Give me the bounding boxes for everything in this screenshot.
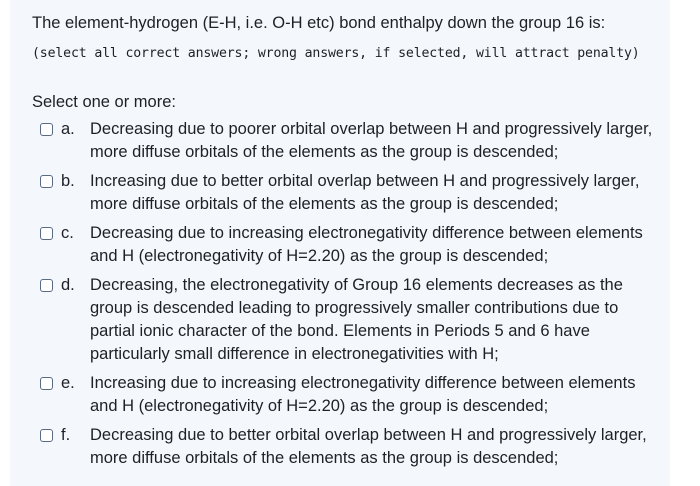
- option-letter: b.: [61, 172, 75, 190]
- checkbox-e[interactable]: [40, 377, 53, 390]
- option-letter: e.: [61, 374, 75, 392]
- checkbox-f[interactable]: [40, 429, 53, 442]
- option-letter: a.: [61, 120, 75, 138]
- answer-option-d[interactable]: [40, 274, 655, 366]
- checkbox-c[interactable]: [40, 227, 53, 240]
- answer-prompt: Select one or more:: [32, 93, 176, 111]
- option-label[interactable]: Increasing due to better orbital overlap between H and progressively larger, more diffuse orbitals of the elements as the group is descended;: [90, 172, 640, 213]
- option-letter: c.: [61, 224, 74, 242]
- answer-option-e[interactable]: [40, 372, 655, 418]
- option-label[interactable]: Decreasing due to increasing electronegativity difference between elements and H (electronegativity of H=2.20) as the group is descended;: [90, 224, 643, 265]
- question-instructions: (select all correct answers; wrong answers, if selected, will attract penalty): [32, 46, 640, 61]
- question-card: [10, 0, 670, 486]
- option-label[interactable]: Decreasing due to poorer orbital overlap between H and progressively larger, more diffuse orbitals of the elements as the group is descended;: [90, 120, 653, 161]
- option-label[interactable]: Decreasing, the electronegativity of Group 16 elements decreases as the group is descended leading to progressively smaller contributions due to partial ionic character of the bond. Elements in Periods 5 and 6 have particularly small difference in electronegativities with H;: [90, 276, 623, 363]
- answer-option-a[interactable]: [40, 118, 655, 164]
- checkbox-b[interactable]: [40, 175, 53, 188]
- option-letter: f.: [61, 426, 71, 444]
- question-text: The element-hydrogen (E-H, i.e. O-H etc) bond enthalpy down the group 16 is:: [32, 14, 606, 32]
- option-letter: d.: [61, 276, 75, 294]
- answer-option-f[interactable]: [40, 424, 655, 470]
- answer-option-b[interactable]: [40, 170, 655, 216]
- option-label[interactable]: Increasing due to increasing electronegativity difference between elements and H (electronegativity of H=2.20) as the group is descended;: [90, 374, 636, 415]
- checkbox-a[interactable]: [40, 123, 53, 136]
- checkbox-d[interactable]: [40, 279, 53, 292]
- answer-list: [40, 118, 655, 476]
- answer-option-c[interactable]: [40, 222, 655, 268]
- option-label[interactable]: Decreasing due to better orbital overlap between H and progressively larger, more diffuse orbitals of the elements as the group is descended;: [90, 426, 647, 467]
